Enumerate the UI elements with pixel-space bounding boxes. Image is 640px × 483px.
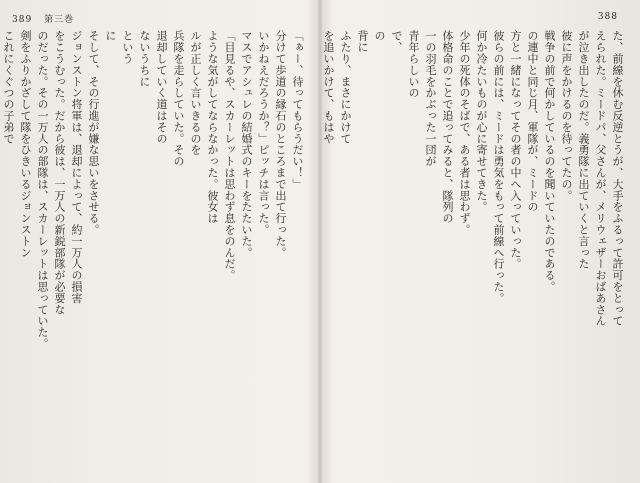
text-line: の連中と同じ月、軍隊が、ミードの [526, 30, 539, 213]
text-line: ジョンストン将軍は、退却によって、約一万人の損害 [70, 30, 83, 304]
text-line: 戦争の前で何かしているのを聞いていたのである。 [543, 30, 556, 293]
right-page-text [322, 30, 626, 470]
left-page-header [12, 12, 82, 25]
text-line: 背に [356, 30, 369, 53]
left-running-head: 第三巻 [44, 15, 75, 25]
text-line: に [104, 30, 117, 42]
text-line: た、前線を休む反逆とうが、大手をふるって許可をとって [611, 30, 624, 327]
text-line: 「ぁー、待ってもらうだい！」 [291, 30, 304, 190]
text-line: マスでアシュレの結婚式のキーをたたいた。 [240, 30, 253, 258]
text-line: ルが正しく言いきるのを [189, 30, 202, 156]
text-line: を追いかけて、もはや [322, 30, 335, 144]
right-page-header [598, 12, 626, 22]
text-line: 何か冷たいものが心に寄せてきた。 [475, 30, 488, 213]
text-line: 方と一緒になってその者の中へ入っていった。 [509, 30, 522, 270]
left-page-text [2, 30, 306, 470]
text-line: ないうちに [138, 30, 151, 87]
text-line: 体格命のことで追ってみると、隊列の [441, 30, 454, 224]
text-line: で、 [390, 30, 403, 53]
text-line: ような気がしてならなかった。彼女は [206, 30, 219, 224]
text-line: 彼に声をかけるのを待ってたの。 [560, 30, 573, 201]
text-line: 一の羽毛をかぶった一団が [424, 30, 437, 167]
text-line: えられた。ミードパ、父さんが、メリウェザーおばあさん [594, 30, 607, 327]
text-line: いかねえだろうか？」ピッチは言った。 [257, 30, 270, 236]
text-line: という [121, 30, 134, 65]
left-page-number: 389 [12, 15, 33, 25]
text-line: 剣をふりかざして隊をひきいるジョンストン [19, 30, 32, 258]
text-line: 「目見るや、スカーレットは思わず息をのんだ。 [223, 30, 236, 281]
text-line: 分けて歩道の縁石のところまで出て行った。 [274, 30, 287, 258]
left-page [0, 0, 318, 483]
text-line: 彼らの前には、ミードは勇気をもって前線へ行った。 [492, 30, 505, 304]
right-page-number: 388 [597, 12, 618, 22]
right-page [322, 0, 640, 483]
text-line: 青年らしいの [407, 30, 420, 99]
text-line: が泣き出したのだ。義勇隊に出ていくと言った [577, 30, 590, 270]
text-line: これにくぐつの子弟で [2, 30, 15, 144]
text-line: をこうむった。だから彼は、一万人の新鋭部隊が必要な [53, 30, 66, 315]
text-line: の [373, 30, 386, 42]
text-line: ふたり、まさにかけて [339, 30, 352, 144]
text-line: 兵隊を走らしていた。その [172, 30, 185, 167]
text-line: のだった。その一万人の部隊は、スカーレットは思っていた。 [36, 30, 49, 350]
text-line: 退却していく道はその [155, 30, 168, 144]
text-line: そして、その行進が嫌な思いをさせる。 [87, 30, 100, 236]
text-line: 少年の死体のそばで、ある者は思わず。 [458, 30, 471, 236]
